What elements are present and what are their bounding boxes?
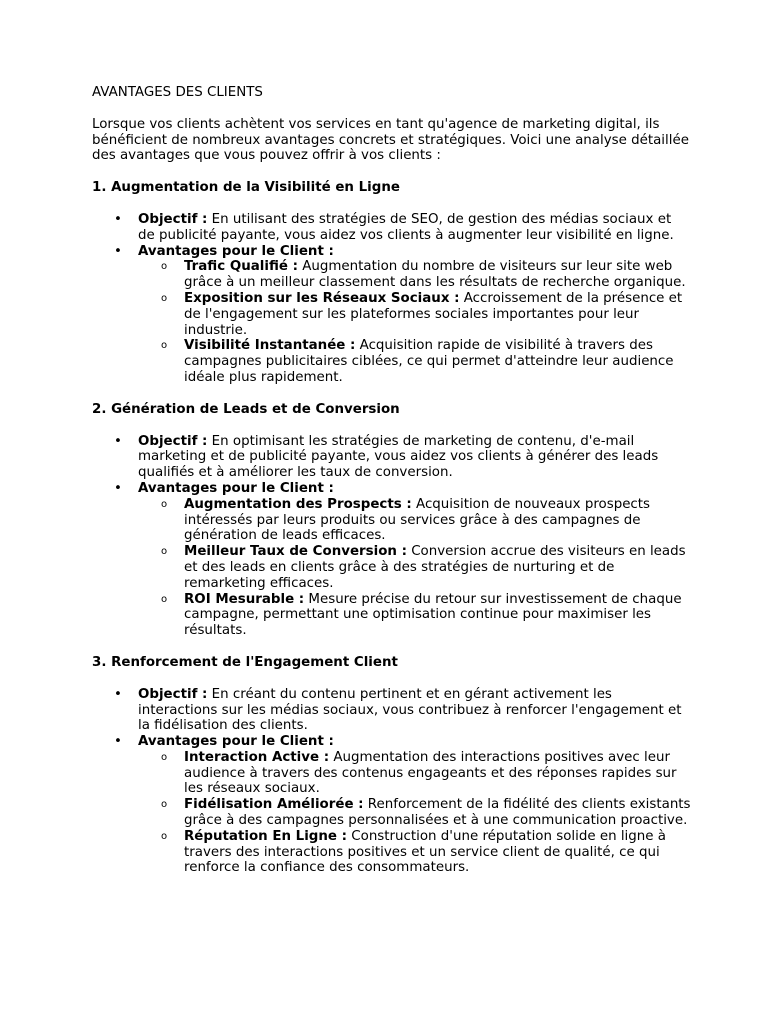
advantage-subitem bbox=[138, 497, 692, 544]
advantage-label: Meilleur Taux de Conversion : bbox=[184, 544, 407, 560]
circle-bullet-icon: o bbox=[160, 593, 168, 605]
bullet-icon: • bbox=[114, 243, 122, 259]
advantage-subitem bbox=[138, 291, 692, 338]
advantages-label: Avantages pour le Client : bbox=[138, 243, 334, 259]
bullet-icon: • bbox=[114, 211, 122, 227]
advantages-sublist bbox=[138, 497, 692, 639]
advantages-label: Avantages pour le Client : bbox=[138, 734, 334, 750]
advantage-subitem bbox=[138, 592, 692, 639]
advantages-sublist bbox=[138, 750, 692, 876]
circle-bullet-icon: o bbox=[160, 751, 168, 763]
intro-paragraph: Lorsque vos clients achètent vos services en tant qu'agence de marketing digital, ils bénéficient de nombreux avantages concrets et stratégiques. Voici une analyse détaillée des avantages que vous pouvez offrir à vos clients : bbox=[92, 116, 689, 164]
circle-bullet-icon: o bbox=[160, 340, 168, 352]
objective-label: Objectif : bbox=[138, 433, 208, 449]
objective-text: En optimisant les stratégies de marketing de contenu, d'e-mail marketing et de publicité payante, vous aidez vos clients à générer des leads qualifiés et à améliorer les taux de conversion. bbox=[138, 433, 659, 481]
advantage-text: Construction d'une réputation solide en ligne à travers des interactions positives et un service client de qualité, ce qui renforce la confiance des consommateurs. bbox=[184, 828, 666, 876]
advantages-item bbox=[92, 481, 692, 639]
advantage-text: Augmentation des interactions positives avec leur audience à travers des contenus engageants et des réponses rapides sur les réseaux sociaux. bbox=[184, 749, 677, 797]
advantage-subitem bbox=[138, 259, 692, 291]
advantage-label: Trafic Qualifié : bbox=[184, 259, 298, 275]
objective-item bbox=[92, 212, 692, 244]
advantage-label: Augmentation des Prospects : bbox=[184, 496, 412, 512]
bullet-icon: • bbox=[114, 480, 122, 496]
advantage-label: Fidélisation Améliorée : bbox=[184, 797, 364, 813]
advantage-text: Acquisition de nouveaux prospects intéressés par leurs produits ou services grâce à des campagnes de génération de leads efficaces. bbox=[184, 496, 651, 544]
advantage-subitem bbox=[138, 338, 692, 385]
objective-item bbox=[92, 434, 692, 481]
objective-label: Objectif : bbox=[138, 686, 208, 702]
circle-bullet-icon: o bbox=[160, 799, 168, 811]
advantage-subitem bbox=[138, 829, 692, 876]
circle-bullet-icon: o bbox=[160, 546, 168, 558]
section-heading-engagement: 3. Renforcement de l'Engagement Client bbox=[92, 654, 398, 670]
advantage-text: Conversion accrue des visiteurs en leads et des leads en clients grâce à des stratégies de nurturing et de remarketing efficaces. bbox=[184, 544, 686, 591]
bullet-icon: • bbox=[114, 433, 122, 449]
advantage-subitem bbox=[138, 750, 692, 797]
advantages-item bbox=[92, 734, 692, 876]
bullet-icon: • bbox=[114, 734, 122, 750]
advantage-text: Renforcement de la fidélité des clients existants grâce à des campagnes personnalisées et à une communication proactive. bbox=[184, 797, 691, 829]
section-list-visibility bbox=[92, 212, 692, 386]
section-list-leads bbox=[92, 434, 692, 639]
circle-bullet-icon: o bbox=[160, 261, 168, 273]
section-list-engagement bbox=[92, 687, 692, 877]
advantages-item bbox=[92, 244, 692, 386]
advantage-label: Interaction Active : bbox=[184, 749, 330, 765]
objective-text: En créant du contenu pertinent et en gérant activement les interactions sur les médias sociaux, vous contribuez à renforcer l'engagement et la fidélisation des clients. bbox=[138, 686, 682, 734]
bullet-icon: • bbox=[114, 686, 122, 702]
document-page bbox=[92, 85, 692, 892]
advantage-label: Visibilité Instantanée : bbox=[184, 338, 356, 354]
advantage-subitem bbox=[138, 544, 692, 591]
circle-bullet-icon: o bbox=[160, 830, 168, 842]
advantage-text: Acquisition rapide de visibilité à travers des campagnes publicitaires ciblées, ce qui permet d'atteindre leur audience idéale plus rapidement. bbox=[184, 338, 674, 385]
advantage-text: Mesure précise du retour sur investissement de chaque campagne, permettant une optimisation continue pour maximiser les résultats. bbox=[184, 591, 682, 639]
advantages-sublist bbox=[138, 259, 692, 385]
advantages-label: Avantages pour le Client : bbox=[138, 480, 334, 496]
advantage-text: Augmentation du nombre de visiteurs sur leur site web grâce à un meilleur classement dans les résultats de recherche organique. bbox=[184, 259, 686, 291]
section-heading-visibility: 1. Augmentation de la Visibilité en Ligne bbox=[92, 180, 400, 196]
section-heading-leads: 2. Génération de Leads et de Conversion bbox=[92, 401, 400, 417]
advantage-label: Exposition sur les Réseaux Sociaux : bbox=[184, 290, 460, 306]
document-title: AVANTAGES DES CLIENTS bbox=[92, 85, 263, 100]
advantage-subitem bbox=[138, 797, 692, 829]
advantage-label: Réputation En Ligne : bbox=[184, 828, 348, 844]
advantage-text: Accroissement de la présence et de l'engagement sur les plateformes sociales importantes pour leur industrie. bbox=[184, 290, 683, 338]
circle-bullet-icon: o bbox=[160, 292, 168, 304]
circle-bullet-icon: o bbox=[160, 498, 168, 510]
objective-label: Objectif : bbox=[138, 211, 208, 227]
objective-text: En utilisant des stratégies de SEO, de gestion des médias sociaux et de publicité payante, vous aidez vos clients à augmenter leur visibilité en ligne. bbox=[138, 211, 674, 243]
objective-item bbox=[92, 687, 692, 734]
advantage-label: ROI Mesurable : bbox=[184, 591, 305, 607]
